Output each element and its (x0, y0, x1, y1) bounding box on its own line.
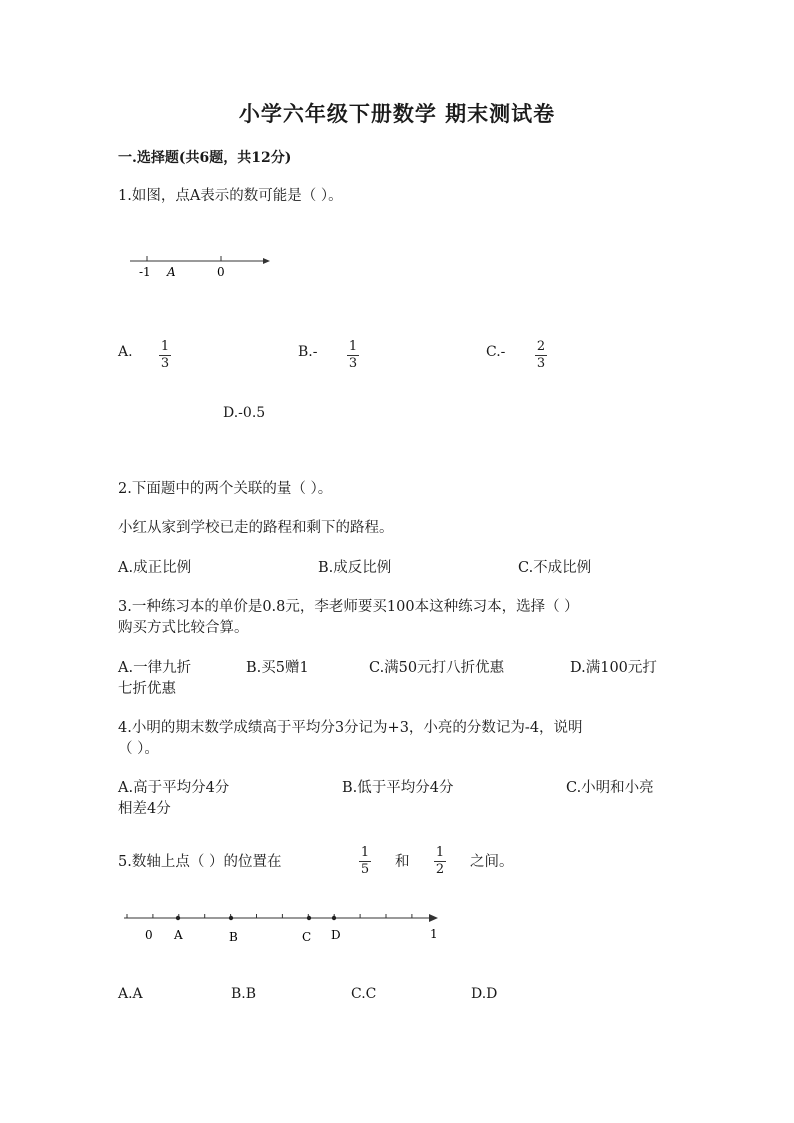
axis-label-zero: 0 (145, 928, 153, 942)
question-3-line-1: 3.一种练习本的单价是0.8元，李老师要买100本这种练习本，选择（ ） (118, 599, 579, 615)
q5-fraction-one-half (434, 846, 446, 876)
q2-option-c: C.不成比例 (518, 560, 592, 576)
axis-label-zero: 0 (217, 265, 225, 279)
q5-option-a: A.A (118, 986, 143, 1002)
q1-option-a-fraction (159, 340, 171, 370)
q5-fraction-one-fifth (359, 846, 371, 876)
question-4-line-2: （ ）。 (118, 741, 159, 757)
question-3-line-2: 购买方式比较合算。 (118, 620, 249, 636)
number-line-q1 (125, 250, 275, 282)
q1-option-a-prefix: A. (118, 344, 133, 360)
q1-option-d: D.-0.5 (223, 405, 266, 421)
q3-option-d-continued: 七折优惠 (118, 681, 176, 697)
q3-option-d: D.满100元打 (570, 660, 657, 676)
q4-option-c: C.小明和小亮 (566, 780, 654, 796)
axis-label-d: D (331, 928, 341, 942)
fraction-denominator: 3 (160, 356, 170, 371)
page-title: 小学六年级下册数学 期末测试卷 (238, 101, 556, 126)
question-5-stem-end: 之间。 (470, 854, 514, 870)
axis-label-point-a: A (167, 265, 176, 279)
number-line-q5 (120, 908, 450, 948)
q4-option-a: A.高于平均分4分 (118, 780, 230, 796)
q4-option-b: B.低于平均分4分 (342, 780, 454, 796)
q2-option-a: A.成正比例 (118, 560, 192, 576)
axis-ticks (127, 914, 412, 918)
axis-label-one: 1 (430, 927, 438, 941)
q3-option-b: B.买5赠1 (246, 660, 309, 676)
question-5-stem-start: 5.数轴上点（ ）的位置在 (118, 854, 282, 870)
axis-label-c: C (302, 930, 312, 944)
q1-option-c-prefix: C.- (486, 344, 506, 360)
fraction-denominator: 2 (435, 862, 445, 877)
q3-option-a: A.一律九折 (118, 660, 192, 676)
axis-arrow (429, 914, 438, 922)
q5-option-b: B.B (231, 986, 257, 1002)
question-2-subtext: 小红从家到学校已走的路程和剩下的路程。 (118, 520, 394, 536)
fraction-numerator: 1 (160, 339, 170, 354)
point-a-marker (176, 916, 180, 920)
fraction-numerator: 2 (536, 339, 546, 354)
axis-label-a: A (174, 928, 183, 942)
q5-option-c: C.C (351, 986, 377, 1002)
question-4-line-1: 4.小明的期末数学成绩高于平均分3分记为+3，小亮的分数记为-4，说明 (118, 720, 583, 736)
point-b-marker (229, 916, 233, 920)
q3-option-c: C.满50元打八折优惠 (369, 660, 505, 676)
fraction-denominator: 5 (360, 862, 370, 877)
axis-label-minus-one: -1 (139, 265, 151, 279)
axis-label-b: B (229, 930, 238, 944)
point-c-marker (307, 916, 311, 920)
q1-option-b-fraction (347, 340, 359, 370)
q2-option-b: B.成反比例 (318, 560, 392, 576)
axis-arrow (263, 258, 270, 264)
fraction-numerator: 1 (348, 339, 358, 354)
q1-option-b-prefix: B.- (298, 344, 318, 360)
question-5-stem-and: 和 (395, 854, 410, 870)
q5-option-d: D.D (471, 986, 498, 1002)
fraction-denominator: 3 (348, 356, 358, 371)
fraction-numerator: 1 (360, 845, 370, 860)
fraction-numerator: 1 (435, 845, 445, 860)
fraction-denominator: 3 (536, 356, 546, 371)
section-heading: 一.选择题(共6题，共12分) (118, 150, 292, 166)
q4-option-c-continued: 相差4分 (118, 801, 171, 817)
question-1-stem: 1.如图，点A表示的数可能是（ ）。 (118, 188, 343, 204)
q1-option-c-fraction (535, 340, 547, 370)
question-2-stem: 2.下面题中的两个关联的量（ ）。 (118, 481, 333, 497)
point-d-marker (332, 916, 336, 920)
